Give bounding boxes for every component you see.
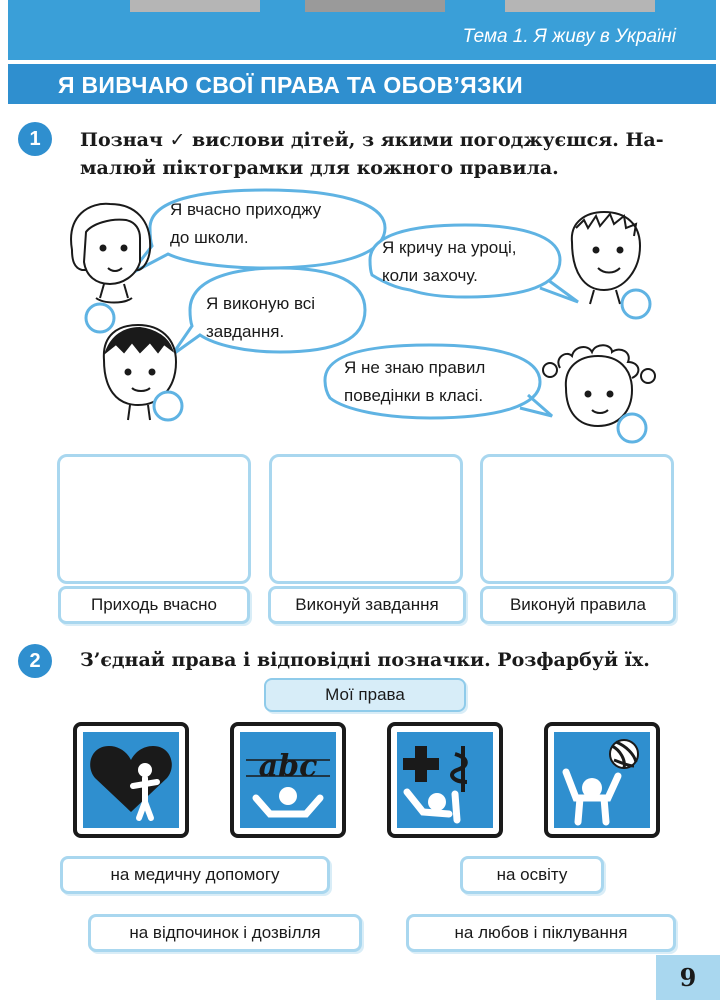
girl-bob-icon xyxy=(71,204,150,303)
task1-instruction-c: малюй піктограмки для кожного правила. xyxy=(80,157,559,179)
right-label-education[interactable]: на освіту xyxy=(460,856,604,894)
heart-child-icon xyxy=(83,732,179,828)
rule-label-2: Виконуй завдання xyxy=(268,586,466,624)
abc-letters: abc xyxy=(258,749,318,784)
medical-cross-child-icon xyxy=(397,732,493,828)
ball-child-icon xyxy=(554,732,650,828)
answer-circle xyxy=(86,304,114,332)
drawing-box-3[interactable] xyxy=(480,454,674,584)
bubble-2-line-1: Я кричу на уроці, xyxy=(382,238,517,257)
answer-circle xyxy=(618,414,646,442)
task-number-2: 2 xyxy=(18,644,52,678)
header-strip xyxy=(305,0,445,12)
abc-child-icon xyxy=(240,732,336,828)
bubble-text-3 xyxy=(206,290,315,346)
page-number: 9 xyxy=(656,955,720,1000)
right-label-leisure[interactable]: на відпочинок і дозвілля xyxy=(88,914,362,952)
right-label-love[interactable]: на любов і піклування xyxy=(406,914,676,952)
task1-instruction-b: вислови дітей, з якими погоджуєшся. На- xyxy=(192,129,664,151)
page-title: Я ВИВЧАЮ СВОЇ ПРАВА ТА ОБОВ’ЯЗКИ xyxy=(58,72,523,98)
bubble-3-line-1: Я виконую всі xyxy=(206,294,316,313)
task2-instruction: З’єднай права і відповідні позначки. Розфарбуй їх. xyxy=(80,649,650,671)
bubble-1-line-2: до школи. xyxy=(170,228,249,247)
bubble-4-line-1: Я не знаю правил xyxy=(344,358,486,377)
header-strip xyxy=(130,0,260,12)
right-label-medical[interactable]: на медичну допомогу xyxy=(60,856,330,894)
header-strip xyxy=(505,0,655,12)
check-mark-icon: ✓ xyxy=(169,129,186,151)
bubble-4-line-2: поведінки в класі. xyxy=(344,386,484,405)
tile-medical[interactable] xyxy=(387,722,503,838)
bubble-text-2 xyxy=(382,234,517,290)
rule-label-1: Приходь вчасно xyxy=(58,586,250,624)
tile-heart[interactable] xyxy=(73,722,189,838)
bubble-3-line-2: завдання. xyxy=(206,322,285,341)
bubble-2-line-2: коли захочу. xyxy=(382,266,478,285)
rule-label-3: Виконуй правила xyxy=(480,586,676,624)
tile-ball[interactable] xyxy=(544,722,660,838)
bubble-text-4 xyxy=(344,354,485,410)
drawing-box-2[interactable] xyxy=(269,454,463,584)
task1-instruction xyxy=(80,126,690,182)
rights-title: Мої права xyxy=(264,678,466,712)
bubble-1-line-1: Я вчасно приходжу xyxy=(170,200,322,219)
topic-title: Тема 1. Я живу в Україні xyxy=(462,26,676,47)
task-number-1: 1 xyxy=(18,122,52,156)
tile-abc[interactable] xyxy=(230,722,346,838)
drawing-box-1[interactable] xyxy=(57,454,251,584)
task1-instruction-a: Познач xyxy=(80,129,163,151)
answer-circle xyxy=(154,392,182,420)
bubble-text-1 xyxy=(170,196,321,252)
answer-circle xyxy=(622,290,650,318)
